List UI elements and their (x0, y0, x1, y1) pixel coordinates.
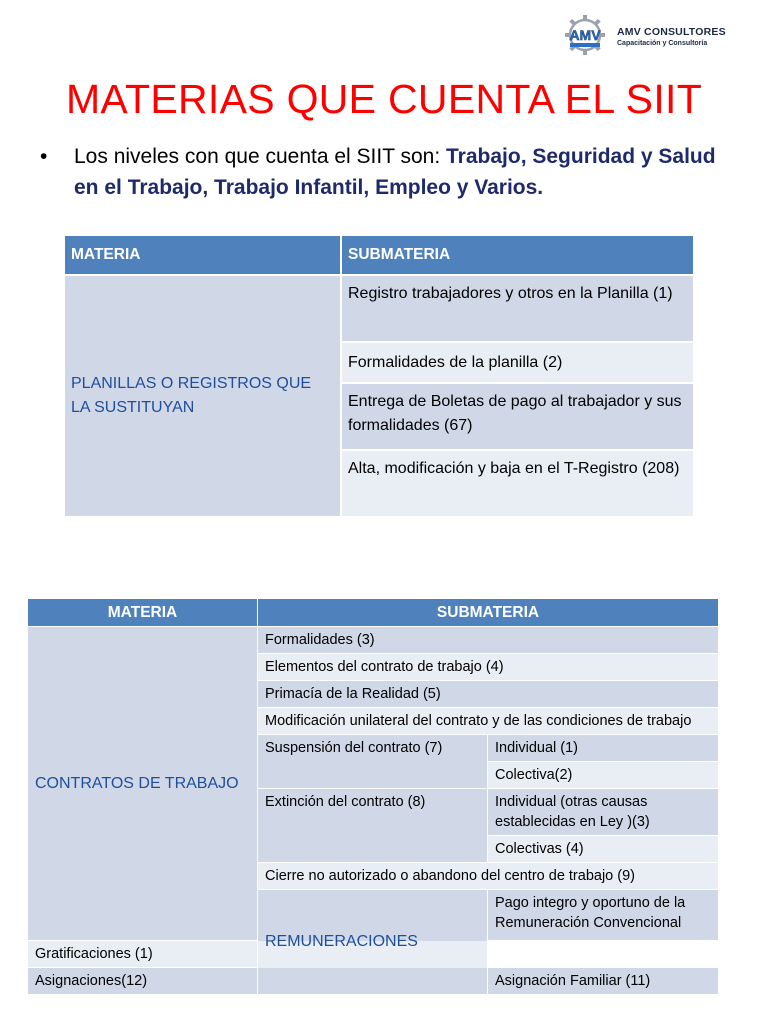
table-header-row (64, 235, 694, 275)
header-materia: MATERIA (64, 235, 341, 275)
detail-cell: Asignación Familiar (11) (488, 968, 719, 995)
submateria-cell: Cierre no autorizado o abandono del centro de trabajo (9) (258, 863, 719, 890)
slide-title: MATERIAS QUE CUENTA EL SIIT (65, 76, 703, 122)
gear-logo-icon (562, 14, 608, 56)
submateria-cell: Formalidades de la planilla (2) (341, 342, 694, 383)
company-logo (562, 14, 732, 56)
logo-mark-text: AMV (569, 27, 601, 43)
table-row (64, 275, 694, 342)
bullet-marker: • (40, 145, 48, 168)
materia-cell: REMUNERACIONES (258, 890, 488, 995)
table-planillas (63, 234, 695, 518)
submateria-cell: Entrega de Boletas de pago al trabajador y sus formalidades (67) (341, 383, 694, 450)
detail-cell: Individual (1) (488, 735, 719, 762)
table-header-row (28, 599, 719, 627)
table-contratos-remuneraciones (27, 598, 719, 995)
submateria-cell: Extinción del contrato (8) (258, 789, 488, 863)
header-submateria: SUBMATERIA (341, 235, 694, 275)
header-materia: MATERIA (28, 599, 258, 627)
bullet-emphasis-text: Trabajo, Seguridad y Salud en el Trabajo, Trabajo Infantil, Empleo y Varios. (74, 145, 716, 199)
bullet-lead-text: Los niveles con que cuenta el SIIT son: (74, 145, 447, 168)
submateria-cell: Primacía de la Realidad (5) (258, 681, 719, 708)
submateria-cell: Asignaciones(12) (28, 968, 258, 995)
submateria-cell: Alta, modificación y baja en el T-Registro (208) (341, 450, 694, 517)
header-submateria: SUBMATERIA (258, 599, 719, 627)
submateria-cell: Elementos del contrato de trabajo (4) (258, 654, 719, 681)
materia-cell: PLANILLAS O REGISTROS QUE LA SUSTITUYAN (64, 275, 341, 517)
detail-cell: Individual (otras causas establecidas en Ley )(3) (488, 789, 719, 836)
submateria-cell: Pago integro y oportuno de la Remuneración Convencional (488, 890, 719, 941)
submateria-cell: Gratificaciones (1) (28, 941, 488, 968)
detail-cell: Colectivas (4) (488, 836, 719, 863)
detail-cell: Colectiva(2) (488, 762, 719, 789)
submateria-cell: Registro trabajadores y otros en la Planilla (1) (341, 275, 694, 342)
logo-tagline: Capacitación y Consultoría (617, 40, 708, 47)
submateria-cell: Modificación unilateral del contrato y de las condiciones de trabajo (258, 708, 719, 735)
logo-name: AMV CONSULTORES (617, 26, 726, 38)
table-row (28, 627, 719, 654)
submateria-cell: Suspensión del contrato (7) (258, 735, 488, 789)
submateria-cell: Formalidades (3) (258, 627, 719, 654)
materia-cell: CONTRATOS DE TRABAJO (28, 627, 258, 941)
